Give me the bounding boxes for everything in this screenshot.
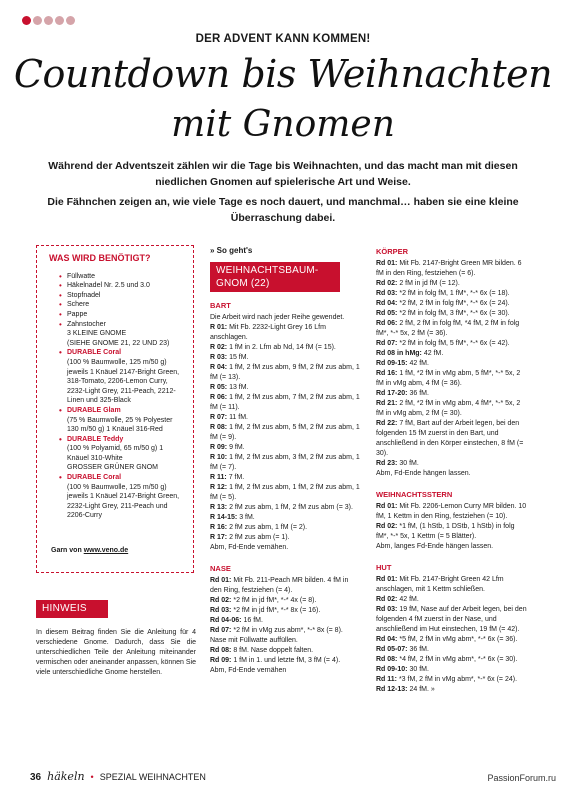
instruction-line (376, 655, 528, 665)
instruction-line (210, 363, 360, 383)
row-text: *2 fM in jd fM*, *-* 8x (= 16). (233, 607, 321, 614)
instruction-line (210, 313, 360, 323)
row-text: 1 fM, 2 fM zus abm, 5 fM, 2 fM zus abm, 1 fM (= 9). (210, 424, 360, 441)
magazine-name: häkeln (47, 770, 85, 783)
instruction-line (210, 533, 360, 543)
row-label: Rd 04: (376, 636, 400, 643)
row-text: *2 fM in jd fM*, *-* 4x (= 8). (233, 597, 317, 604)
row-text: *2 fM in folg fM, 1 fM*, *-* 6x (= 18). (399, 290, 510, 297)
row-label: Rd 03: (210, 607, 234, 614)
eyebrow: DER ADVENT KANN KOMMEN! (195, 33, 371, 45)
row-label: Rd 09-15: (376, 360, 410, 367)
row-label: R 03: (210, 354, 230, 361)
row-label: Rd 23: (376, 460, 400, 467)
row-label: Rd 09: (210, 657, 234, 664)
material-item: • Schere (59, 300, 185, 310)
instruction-line (210, 666, 360, 676)
row-label: Rd 02: (376, 523, 400, 530)
instruction-line (376, 389, 528, 399)
row-label: R 11: (210, 474, 229, 481)
row-label: Rd 01: (376, 503, 400, 510)
instruction-line (210, 353, 360, 363)
row-text: 1 fM, *2 fM in vMg abm, 5 fM*, *-* 5x, 2 fM in vMg abm, 4 fM (= 36). (376, 370, 521, 387)
instruction-line (376, 635, 528, 645)
material-item: GROSSER GRÜNER GNOM (67, 464, 159, 472)
instruction-line (376, 459, 528, 469)
row-text: 2 fM, 2 fM in folg fM, *4 fM, 2 fM in folg fM*, *-* 5x, 2 fM (= 36). (376, 320, 520, 337)
materials-box (36, 245, 194, 573)
instruction-line (376, 665, 528, 675)
row-label: Rd 06: (376, 320, 400, 327)
watermark: PassionForum.ru (487, 773, 556, 783)
row-text: *5 fM, 2 fM in vMg abm*, *-* 6x (= 36). (399, 636, 518, 643)
instruction-line (376, 469, 528, 479)
row-text: 1 fM, 2 fM zus abm, 7 fM, 2 fM zus abm, 1 fM (= 11). (210, 394, 360, 411)
row-text: *2 fM, 2 fM in folg fM*, *-* 6x (= 24). (399, 300, 510, 307)
row-label: Rd 04-06: (210, 617, 244, 624)
instruction-line (376, 319, 528, 339)
material-item: • DURABLE Coral (59, 348, 185, 358)
row-text: 3 fM. (239, 514, 255, 521)
section-title: WEIHNACHTSSTERN (376, 490, 453, 499)
yarn-label: Garn von (51, 547, 84, 555)
material-item: • DURABLE Teddy (59, 435, 185, 445)
section-title: HUT (376, 563, 392, 572)
instruction-line (376, 339, 528, 349)
instruction-line (376, 309, 528, 319)
intro-paragraph-1: Während der Adventszeit zählen wir die Tage bis Weihnachten, und das macht man mit diesen niedlichen Gnomen auf spielerische Art und Weise. (48, 160, 518, 188)
yarn-credit (51, 546, 128, 556)
material-item: (75 % Baumwolle, 25 % Polyester 130 m/50 g) 1 Knäuel 316-Red (67, 416, 173, 434)
material-item: (100 % Polyamid, 65 m/50 g) 1 Knäuel 310-White (67, 445, 164, 462)
row-label: R 05: (210, 384, 230, 391)
instruction-line (376, 259, 528, 279)
instruction-line (376, 349, 528, 359)
material-item: 3 KLEINE GNOME (67, 330, 127, 338)
row-label: Rd 07: (210, 627, 234, 634)
material-item: • DURABLE Glam (59, 406, 185, 416)
material-item: • Füllwatte (59, 272, 185, 282)
instruction-line (376, 685, 528, 695)
instruction-line (210, 383, 360, 393)
material-item: • Häkelnadel Nr. 2.5 und 3.0 (59, 281, 185, 291)
instruction-line (376, 575, 528, 595)
instruction-line (210, 503, 360, 513)
instruction-line (376, 279, 528, 289)
instruction-line (210, 413, 360, 423)
row-label: R 16: (210, 524, 230, 531)
row-text: 30 fM. (409, 666, 429, 673)
instruction-line (210, 423, 360, 443)
row-text: *2 fM in vMg zus abm*, *-* 8x (= 8). (233, 627, 343, 634)
so-gehts: » So geht's (210, 246, 253, 255)
section-title: NASE (210, 564, 231, 573)
row-label: Rd 05: (376, 310, 400, 317)
column-middle (210, 246, 360, 676)
row-label: R 07: (210, 414, 230, 421)
material-item: (SIEHE GNOME 21, 22 UND 23) (67, 339, 170, 347)
row-text: Die Arbeit wird nach jeder Reihe gewendet. (210, 314, 345, 321)
row-text: 2 fM in jd fM (= 12). (399, 280, 460, 287)
row-text: 19 fM, Nase auf der Arbeit legen, bei den folgenden 4 fM zuerst in der Nase, und anschließend im Hut einstechen, 19 fM (= 42). (376, 606, 527, 633)
material-item: • Pappe (59, 310, 185, 320)
instruction-line (210, 453, 360, 473)
row-label: Rd 17-20: (376, 390, 410, 397)
row-text: Abm, Fd-Ende vernähen (210, 667, 287, 674)
instruction-line (210, 616, 360, 626)
instruction-line (210, 473, 360, 483)
row-label: R 12: (210, 484, 230, 491)
row-text: *2 fM in folg fM, 5 fM*, *-* 6x (= 42). (399, 340, 510, 347)
title-line-2: mit Gnomen (171, 104, 395, 145)
row-label: R 06: (210, 394, 230, 401)
gnom-title: WEIHNACHTSBAUM-GNOM (22) (210, 262, 340, 292)
row-label: R 14-15: (210, 514, 240, 521)
row-label: Rd 11: (376, 676, 399, 683)
title-line-1: Countdown bis Weihnachten (13, 52, 553, 96)
instruction-line (210, 596, 360, 606)
column-right (376, 244, 528, 695)
instruction-line (210, 543, 360, 553)
row-text: 30 fM. (399, 460, 419, 467)
instruction-line (376, 502, 528, 522)
materials-title: WAS WIRD BENÖTIGT? (49, 253, 151, 263)
instruction-line (210, 393, 360, 413)
row-text: *2 fM in folg fM, 3 fM*, *-* 6x (= 30). (399, 310, 510, 317)
row-text: 1 fM in 1. und letzte fM, 3 fM (= 4). (233, 657, 341, 664)
row-label: Rd 01: (376, 260, 400, 267)
row-label: R 17: (210, 534, 230, 541)
row-text: 1 fM, 2 fM zus abm, 3 fM, 2 fM zus abm, 1 fM (= 7). (210, 454, 360, 471)
row-text: 16 fM. (243, 617, 263, 624)
yarn-link[interactable]: www.veno.de (83, 547, 129, 555)
row-label: Rd 12-13: (376, 686, 410, 693)
instruction-line (376, 645, 528, 655)
page-number: 36 (30, 772, 42, 783)
row-text: 1 fM, 2 fM zus abm, 1 fM, 2 fM zus abm, 1 fM (= 5). (210, 484, 360, 501)
row-label: Rd 03: (376, 606, 400, 613)
section-title: KÖRPER (376, 247, 409, 256)
row-label: Rd 21: (376, 400, 400, 407)
instruction-line (210, 513, 360, 523)
material-item: (100 % Baumwolle, 125 m/50 g) jeweils 1 Knäuel 2147-Bright Green, 2232-Light Grey, 211-Peach und 2206-Curry (67, 483, 180, 520)
row-text: 36 fM. (409, 390, 429, 397)
instruction-line (376, 399, 528, 419)
materials-list (47, 272, 185, 521)
intro-paragraph-2: Die Fähnchen zeigen an, wie viele Tage es noch dauert, und manchmal… haben sie eine kleine Überraschung dabei. (47, 196, 519, 224)
row-text: Mit Fb. 2147-Bright Green MR bilden. 6 fM in den Ring, festziehen (= 6). (376, 260, 522, 277)
row-label: Rd 02: (376, 280, 400, 287)
row-label: Rd 02: (210, 597, 234, 604)
row-text: 1 fM in 2. Lfm ab Nd, 14 fM (= 15). (229, 344, 336, 351)
hinweis-title: HINWEIS (36, 600, 108, 618)
row-text: Abm, Fd-Ende vernähen. (210, 544, 289, 551)
instruction-line (210, 636, 360, 646)
footer (30, 770, 206, 783)
col3-body (376, 247, 528, 695)
row-text: Abm, langes Fd-Ende hängen lassen. (376, 543, 494, 550)
col2-body (210, 301, 360, 676)
material-item: • DURABLE Coral (59, 473, 185, 483)
row-text: *4 fM, 2 fM in vMg abm*, *-* 6x (= 30). (399, 656, 518, 663)
instruction-line (210, 483, 360, 503)
row-label: Rd 01: (210, 577, 234, 584)
instruction-line (210, 626, 360, 636)
instruction-line (376, 419, 528, 459)
row-text: 42 fM. (399, 596, 419, 603)
hinweis-text: In diesem Beitrag finden Sie die Anleitung für 4 verschiedene Gnome. Dadurch, dass Sie die unterschiedlichen Teile der Anleitung miteinander vermischen oder aneinander anpassen, können Sie viele unterschiedliche Gnome herstellen. (36, 629, 196, 676)
row-label: Rd 08: (210, 647, 234, 654)
instruction-line (210, 606, 360, 616)
row-label: Rd 01: (376, 576, 400, 583)
row-label: R 04: (210, 364, 230, 371)
row-text: 15 fM. (229, 354, 249, 361)
row-label: Rd 02: (376, 596, 400, 603)
instruction-line (376, 289, 528, 299)
row-text: 2 fM zus abm (= 1). (229, 534, 290, 541)
row-label: Rd 05-07: (376, 646, 410, 653)
row-text: 13 fM. (229, 384, 249, 391)
row-text: 2 fM zus abm, 1 fM (= 2). (229, 524, 308, 531)
row-text: *3 fM, 2 fM in vMg abm*, *-* 6x (= 24). (398, 676, 518, 683)
row-text: 7 fM, Bart auf der Arbeit legen, bei den folgenden 15 fM zuerst in den Bart, und anschließend in den Körper einstechen, 8 fM (= 30). (376, 420, 524, 457)
row-text: Mit Fb. 2232-Light Grey 16 Lfm anschlagen. (210, 324, 326, 341)
material-item: • Zahnstocher (59, 320, 185, 330)
row-text: 36 fM. (409, 646, 429, 653)
intro (30, 158, 536, 230)
instruction-line (210, 443, 360, 453)
row-label: Rd 03: (376, 290, 400, 297)
row-text: 9 fM. (229, 444, 245, 451)
row-text: 11 fM. (229, 414, 248, 421)
row-text: Mit Fb. 2206-Lemon Curry MR bilden. 10 fM, 1 Kettm in den Ring, festziehen (= 10). (376, 503, 527, 520)
footer-separator: • (90, 772, 94, 782)
row-text: Nase mit Füllwatte auffüllen. (210, 637, 298, 644)
material-item: • Stopfnadel (59, 291, 185, 301)
instruction-line (376, 595, 528, 605)
row-text: Mit Fb. 2147-Bright Green 42 Lfm anschlagen, mit 1 Kettm schließen. (376, 576, 504, 593)
instruction-line (210, 576, 360, 596)
row-label: Rd 07: (376, 340, 400, 347)
instruction-line (210, 646, 360, 656)
instruction-line (376, 369, 528, 389)
row-label: Rd 16: (376, 370, 400, 377)
row-label: R 02: (210, 344, 230, 351)
row-label: R 08: (210, 424, 230, 431)
row-text: 1 fM, 2 fM zus abm, 9 fM, 2 fM zus abm, 1 fM (= 13). (210, 364, 360, 381)
row-label: Rd 22: (376, 420, 400, 427)
row-text: 2 fM zus abm, 1 fM, 2 fM zus abm (= 3). (229, 504, 353, 511)
section-title: BART (210, 301, 231, 310)
row-text: 42 fM. (409, 360, 429, 367)
instruction-line (376, 299, 528, 309)
instruction-line (210, 523, 360, 533)
row-label: R 09: (210, 444, 230, 451)
row-text: 7 fM. (228, 474, 245, 481)
row-text: 42 fM. (423, 350, 444, 357)
instruction-line (376, 522, 528, 542)
row-label: Rd 09-10: (376, 666, 410, 673)
instruction-line (210, 656, 360, 666)
row-label: Rd 08: (376, 656, 400, 663)
instruction-line (210, 323, 360, 343)
row-label: Rd 08 in hMg: (376, 350, 424, 357)
row-label: R 13: (210, 504, 230, 511)
row-text: 2 fM, *2 fM in vMg abm, 4 fM*, *-* 5x, 2 fM in vMg abm, 2 fM (= 30). (376, 400, 521, 417)
material-item: (100 % Baumwolle, 125 m/50 g) jeweils 1 Knäuel 2147-Bright Green, 318-Tomato, 2206-Lemon Curry, 2232-Light Grey, 211-Peach, 2212-Linen und 325-Black (67, 358, 180, 405)
row-label: Rd 04: (376, 300, 400, 307)
corner-dots (22, 16, 75, 25)
instruction-line (376, 359, 528, 369)
footer-section: SPEZIAL WEIHNACHTEN (99, 772, 206, 782)
row-text: Mit Fb. 211-Peach MR bilden. 4 fM in den Ring, festziehen (= 4). (210, 577, 349, 594)
instruction-line (376, 605, 528, 635)
instruction-line (210, 343, 360, 353)
row-text: 24 fM. » (409, 686, 435, 693)
row-text: Abm, Fd-Ende hängen lassen. (376, 470, 471, 477)
row-text: *1 fM, (1 hStb, 1 DStb, 1 hStb) in folg fM*, *-* 5x, 1 Kettm (= 5 Blätter). (376, 523, 515, 540)
instruction-line (376, 542, 528, 552)
row-label: R 10: (210, 454, 230, 461)
row-label: R 01: (210, 324, 230, 331)
row-text: 8 fM. Nase doppelt falten. (233, 647, 314, 654)
instruction-line (376, 675, 528, 685)
